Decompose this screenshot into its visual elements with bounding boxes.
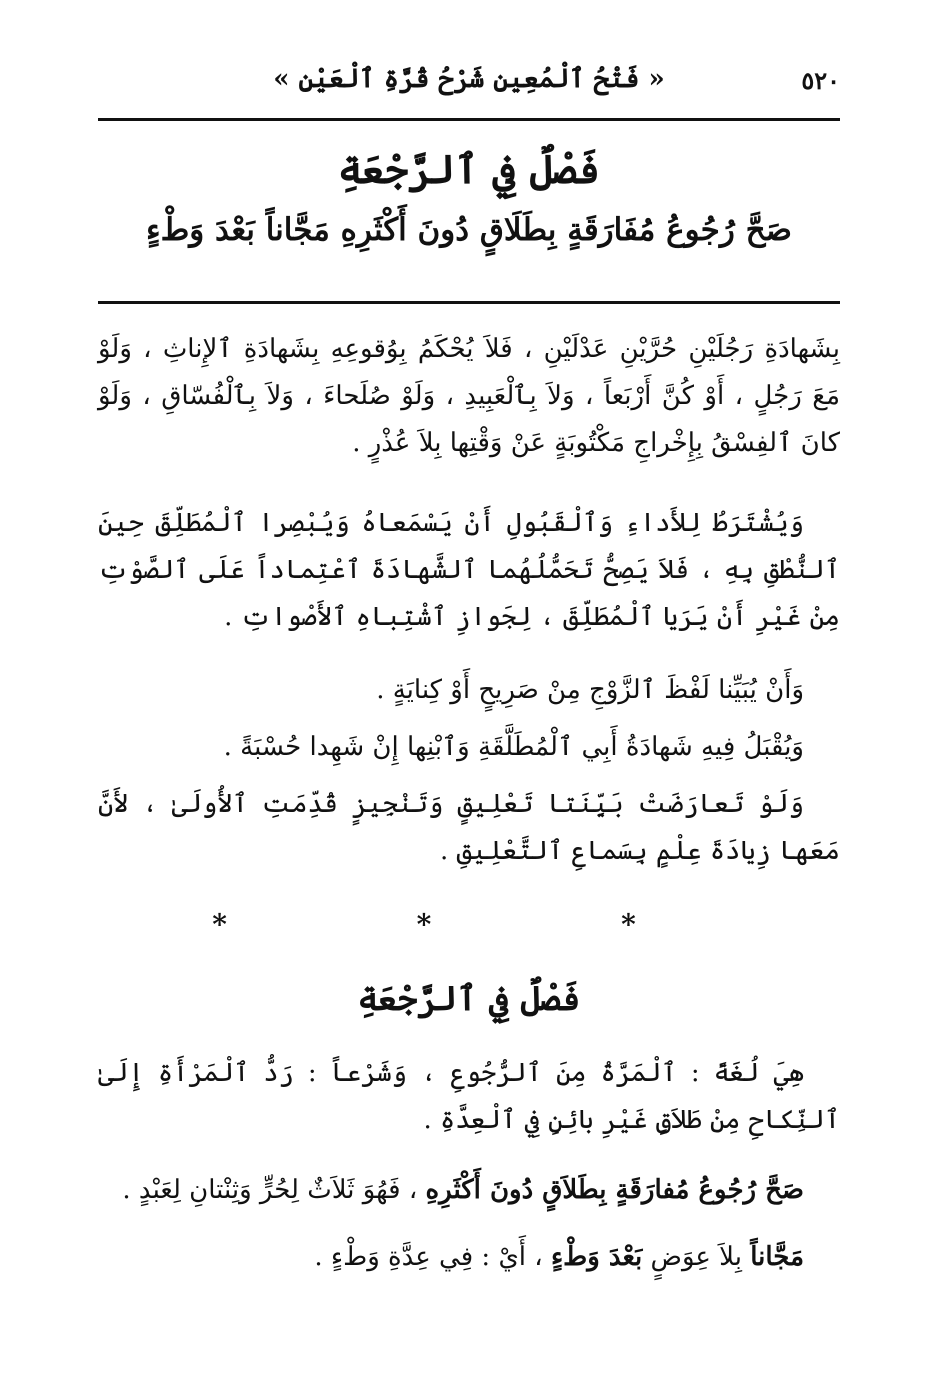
matn-rule	[98, 301, 840, 304]
paragraph	[98, 667, 840, 714]
paragraph-text: وَأَنْ يُبَيِّنا لَفْظَ ٱلزَّوْجِ مِنْ صَرِيحٍ أَوْ كِنايَةٍ .	[376, 675, 804, 705]
paragraph	[98, 1050, 840, 1144]
paragraph	[98, 1234, 840, 1281]
paragraph	[98, 781, 840, 875]
chapter-matn: صَحَّ رُجُوعُ مُفَارَقَةٍ بِطَلَاقٍ دُونَ أَكْثَرِهِ مَجَّاناً بَعْدَ وَطْءٍ	[146, 212, 792, 248]
matn-text: بَعْدَ وَطْءٍ	[550, 1242, 643, 1272]
paragraph-text: وَيُقْبَلُ فِيهِ شَهادَةُ أَبِي ٱلْمُطَلَّقَةِ وَٱبْنِها إِنْ شَهِدا حُسْبَةً .	[223, 732, 804, 762]
paragraph	[98, 724, 840, 771]
paragraph-text: بِشَهادَةِ رَجُلَيْنِ حُرَّيْنِ عَدْلَيْنِ ، فَلاَ يُحْكَمُ بِوُقوعِهِ بِشَهادَةِ ٱلإِناثِ ، وَلَوْ مَعَ رَجُلٍ ، أَوْ كُنَّ أَرْبَعاً ، وَلاَ بِٱلْعَبِيدِ ، وَلَوْ صُلَحاءَ ، وَلاَ بِٱلْفُسّاقِ ، وَلَوْ كانَ ٱلفِسْقُ بِإِخْراجِ مَكْتُوبَةٍ عَنْ وَقْتِها بِلاَ عُذْرٍ .	[98, 334, 840, 458]
paragraph-text: وَيُشْتَرَطُ لِلأَداءِ وَٱلْقَبُولِ أَنْ يَسْمَعاهُ وَيُبْصِرا ٱلْمُطَلِّقَ حِينَ ٱلنُّطْقِ بِهِ ، فَلاَ يَصِحُّ تَحَمُّلُهُما ٱلشَّهادَةَ ٱعْتِماداً عَلَى ٱلصَّوْتِ مِنْ غَيْرِ أَنْ يَرَيا ٱلْمُطَلِّقَ ، لِجَوازِ ٱشْتِباهِ ٱلأَصْواتِ .	[98, 508, 840, 632]
paragraph-text: هِيَ لُغَةً : ٱلْمَرَّةُ مِنَ ٱلرُّجُوعِ ، وَشَرْعاً : رَدُّ ٱلْمَرْأَةِ إِلَىٰ ٱلنِّكاحِ مِنْ طَلاَقٍ غَيْرِ بائِنٍ فِي ٱلْعِدَّةِ .	[98, 1058, 840, 1135]
commentary-text: بِلاَ عِوَضٍ	[642, 1242, 751, 1272]
section-separator: * * *	[212, 908, 726, 941]
paragraph-text: وَلَوْ تَعارَضَتْ بَيِّنَتا تَعْلِيقٍ وَتَنْجِيزٍ قُدِّمَتِ ٱلأُولَىٰ ، لأَنَّ مَعَها زِيادَةَ عِلْمٍ بِسَماعِ ٱلتَّعْلِيقِ .	[98, 789, 840, 866]
paragraph	[98, 326, 840, 467]
running-header	[98, 58, 840, 108]
paragraph	[98, 500, 840, 641]
page-number: ٥٢٠	[801, 66, 840, 95]
paragraph-text	[98, 1167, 840, 1214]
book-title: « فَتْحُ ٱلْمُعِينِ شَرْحُ قُرَّةِ ٱلْعَيْنِ »	[273, 64, 665, 94]
paragraph-text	[98, 1234, 840, 1281]
commentary-text: ، فَهُوَ ثَلاَثٌ لِحُرٍّ وَثِنْتانِ لِعَبْدٍ .	[122, 1175, 426, 1205]
section-title: فَصْلٌ فِي ٱلرَّجْعَةِ	[357, 979, 581, 1019]
paragraph	[98, 1167, 840, 1214]
header-rule	[98, 118, 840, 121]
matn-text: صَحَّ رُجُوعُ مُفارَقَةٍ بِطَلاَقٍ دُونَ أَكْثَرِهِ	[425, 1175, 804, 1205]
commentary-text: ، أَيْ : فِي عِدَّةِ وَطْءٍ .	[314, 1242, 551, 1272]
matn-text: مَجَّاناً	[750, 1242, 804, 1272]
chapter-title: فَصْلٌ فِي ٱلرَّجْعَةِ	[337, 146, 601, 193]
